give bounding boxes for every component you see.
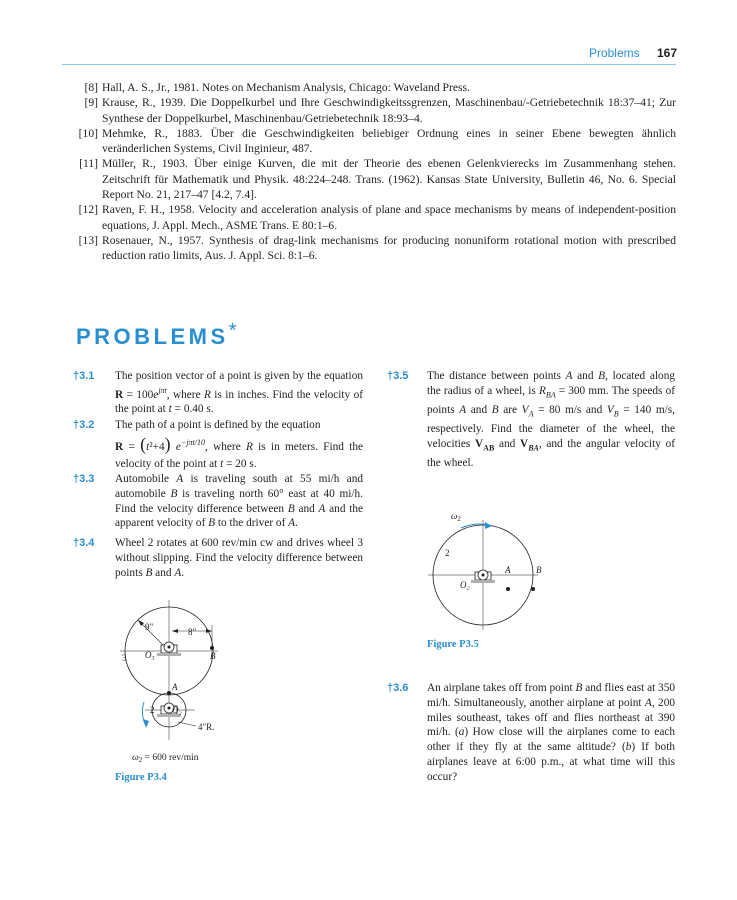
problem-number: †3.1 (73, 370, 95, 382)
problem-number: †3.3 (73, 473, 95, 485)
math-var: B (145, 566, 153, 579)
problem-text: The distance between points (427, 370, 566, 382)
figure-caption-p3-5: Figure P3.5 (427, 639, 479, 650)
problem-text: , located along the radius of a wheel, is (427, 370, 675, 397)
problem-text: = 20 s. (223, 457, 257, 470)
math-paren: ) (164, 433, 171, 454)
problem-text: is in meters. Find the velocity of the point at (115, 440, 364, 470)
problem-text: and the apparent velocity of (115, 502, 364, 530)
omega-label: $\omega_2$ (451, 511, 461, 523)
math-var: R (538, 384, 546, 397)
problem-text: and (294, 502, 319, 515)
reference-text: Raven, F. H., 1958. Velocity and acceleration analysis of plane and space mechanisms by means of independent-position equations, J. Appl. Mech., ASME Trans. E 80:1–6. (102, 203, 676, 232)
problem-text: The path of a point is defined by the equation (115, 419, 321, 431)
math-exponent: −jπt/10 (180, 438, 206, 447)
math-var: R (203, 388, 211, 401)
problem-text: = 300 mm. The speeds of points (427, 384, 675, 416)
math-var: R (115, 388, 124, 401)
A-label: A (172, 682, 178, 692)
problem-text: . (295, 517, 298, 530)
A-label: A (505, 565, 511, 575)
bearing-O3 (157, 642, 181, 656)
problem-text: to the driver of (215, 517, 289, 530)
problem-text: and (152, 566, 175, 579)
problem-3-1 (73, 369, 363, 417)
problem-3-5 (387, 369, 675, 471)
problem-number: †3.4 (73, 537, 95, 549)
math-var: V (606, 403, 614, 416)
reference-number: [11] (79, 157, 98, 171)
problem-number: †3.2 (73, 419, 95, 431)
problem-text: Wheel 2 rotates at 600 rev/min cw and drives wheel 3 without slipping. Find the velocity difference between points (115, 537, 363, 579)
math-var: t (168, 403, 172, 416)
problem-number: †3.5 (387, 370, 409, 382)
point-A (167, 691, 171, 695)
B-label: B (210, 651, 216, 661)
math-var: A (565, 370, 573, 382)
math-var: A (318, 502, 326, 515)
math-var: a (458, 726, 465, 739)
problem-number: †3.6 (387, 682, 409, 694)
figure-caption-p3-4: Figure P3.4 (115, 772, 167, 783)
math-subscript: BA (545, 390, 556, 400)
math-subscript: B (613, 409, 619, 419)
problem-text: and flies east at 350 mi/h. Simultaneously, another airplane at point (427, 682, 676, 709)
math-var: R (115, 440, 124, 453)
reference-text: Krause, R., 1939. Die Doppelkurbel und Ihre Geschwindigkeitssgrenzen, Maschinenbau/-Getriebetechnik 18:37–41; Zur Synthese der Doppelkurbel, Maschinenbau/Getriebetechnik 18:93–4. (102, 96, 676, 125)
math-var: A (288, 517, 296, 530)
math-var: A (174, 566, 182, 579)
math-var: b (625, 741, 632, 754)
problem-text: ) If both airplanes leave at 6:00 p.m., at what time will this occur? (427, 741, 675, 783)
problem-text: = 0.40 s. (171, 403, 214, 416)
math-var: A (644, 696, 652, 709)
figure-p3-5 (423, 505, 573, 635)
math-var: A (176, 473, 184, 485)
section-title-text: PROBLEMS (76, 324, 229, 349)
math-var: e (175, 440, 181, 453)
problem-text: , 200 miles southeast, takes off and flies northeast at 390 mi/h. ( (427, 696, 675, 739)
problem-text: = 140 m/s, respectively. Find the diameter of the wheel, the velocities (427, 403, 675, 450)
dim-8-label: 8" (188, 627, 197, 637)
problem-text: The position vector of a point is given by the equation (115, 370, 363, 382)
problem-text: is traveling north 60° east at 40 mi/h. Find the velocity difference between (115, 487, 363, 515)
problem-text: Automobile (115, 473, 177, 485)
math-var: B (491, 403, 499, 416)
wheel-2-label: 2 (150, 705, 155, 715)
reference-list (62, 80, 676, 264)
reference-number: [12] (78, 203, 98, 217)
problem-text: ) How close will the airplanes come to each other if they fly at the same altitude? ( (427, 726, 676, 754)
math-var: e (153, 388, 159, 401)
problem-text: is in inches. Find the velocity of the point at (115, 388, 363, 416)
O2-label: O₂ (172, 705, 182, 715)
math-var: V (475, 437, 484, 450)
header-rule (62, 64, 676, 65)
problem-text: , and the angular velocity of the wheel. (427, 437, 675, 469)
math-var: B (208, 517, 216, 530)
reference-item (62, 156, 676, 202)
math-var: B (170, 487, 178, 500)
reference-text: Rosenauer, N., 1957. Synthesis of drag-link mechanisms for producing nonuniform rotational motion with prescribed reduction ratio limits, Aus. J. Appl. Sci. 8:1–6. (102, 233, 676, 263)
math-var: A (459, 403, 467, 416)
wheel-3-label: 3 (122, 653, 127, 663)
reference-item (62, 80, 676, 95)
problem-text: and (494, 437, 521, 450)
problem-3-3 (73, 472, 364, 531)
math-var: t (146, 440, 150, 453)
reference-number: [9] (84, 96, 98, 110)
problem-text: ²+4 (149, 440, 165, 453)
omega-label: $\omega_2 = 600$ rev/min (132, 753, 199, 764)
problem-text: = (123, 440, 141, 453)
reference-number: [13] (78, 233, 98, 247)
O2-label: O₂ (460, 580, 470, 590)
point-B (531, 587, 535, 591)
section-title-mark: * (228, 320, 237, 342)
point-B (210, 646, 214, 650)
math-exponent: jπt (158, 385, 167, 395)
section-title (76, 320, 236, 350)
problem-text: . (181, 566, 185, 579)
reference-text: Mehmke, R., 1883. Über die Geschwindigkeiten beliebiger Ordnung eines in seiner Ebene bewegten ähnlich veränderlichen Systems, Civil Inginieur, 487. (102, 126, 676, 156)
problem-text: An airplane takes off from point (427, 682, 576, 694)
problem-text: , where (205, 440, 246, 453)
B-label: B (536, 565, 542, 575)
header-section: Problems (588, 46, 640, 60)
problem-3-4 (73, 536, 363, 580)
problem-text: are (498, 403, 522, 416)
problem-3-6 (387, 681, 676, 785)
math-var: t (220, 457, 224, 470)
math-subscript: AB (483, 442, 495, 452)
problem-text: and (572, 370, 599, 382)
math-var: B (598, 370, 606, 382)
math-subscript: BA (528, 442, 539, 452)
reference-item (62, 95, 676, 126)
problem-text: , where (166, 388, 204, 401)
point-A (506, 587, 510, 591)
running-header (589, 46, 677, 60)
O3-label: O₃ (145, 650, 155, 660)
math-var: V (521, 403, 529, 416)
problem-text: = 100 (123, 388, 154, 401)
math-subscript: A (528, 409, 534, 419)
dim-9-label: 9" (145, 622, 154, 632)
reference-number: [8] (84, 81, 98, 94)
problem-3-2 (73, 417, 364, 473)
problem-text: is traveling south at 55 mi/h and automobile (115, 473, 363, 500)
math-var: R (245, 440, 253, 453)
math-var: B (575, 682, 583, 694)
reference-item (62, 126, 676, 157)
problem-text: = 80 m/s and (533, 403, 607, 416)
wheel-2-label: 2 (445, 548, 450, 558)
math-paren: ( (140, 433, 147, 454)
reference-text: Hall, A. S., Jr., 1981. Notes on Mechanism Analysis, Chicago: Waveland Press. (102, 81, 470, 94)
reference-item (62, 202, 676, 233)
reference-text: Müller, R., 1903. Über einige Kurven, die mit der Theorie des ebenen Gelenkvierecks im Zusammenhang stehen. Zeitschrift für Mathematik und Physik. 48:224–248. Trans. (1962). Kansas State University, Bulletin 46, No. 6. Special Report No. 21, 217–47 [4.2, 7.4]. (102, 157, 676, 202)
math-var: B (287, 502, 295, 515)
bearing-O2 (471, 570, 495, 583)
page-number: 167 (656, 46, 677, 60)
reference-item (62, 233, 676, 264)
math-var: V (520, 437, 529, 450)
problem-text: and (466, 403, 492, 416)
reference-number: [10] (78, 126, 98, 140)
figure-p3-4 (110, 600, 310, 780)
radius-label: 4"R. (198, 722, 215, 732)
